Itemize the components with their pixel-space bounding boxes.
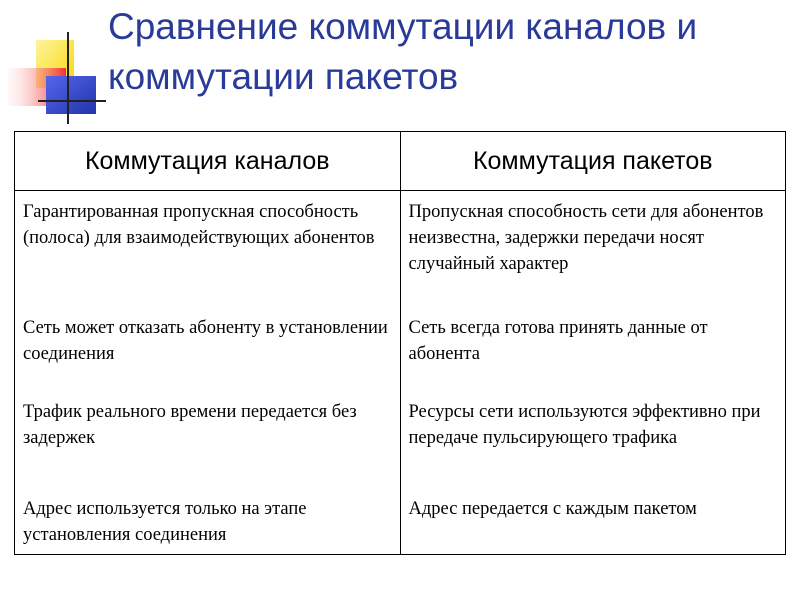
list-item: Ресурсы сети используются эффективно при передаче пульсирующего трафика [408,402,761,448]
deco-blue-square [46,76,96,114]
list-item: Сеть всегда готова принять данные от абонента [408,318,708,364]
table-header-row [15,132,786,191]
slide-decoration [0,0,110,130]
list-item: Пропускная способность сети для абонентов неизвестна, задержки передачи носят случайный характер [408,202,764,274]
table-row [15,191,786,555]
packet-switching-cell [400,191,786,555]
comparison-table [14,131,786,555]
list-item: Сеть может отказать абоненту в установлении соединения [23,318,388,364]
list-item: Адрес передается с каждым пакетом [408,499,697,519]
list-item: Трафик реального времени передается без задержек [23,402,357,448]
header-circuit-switching: Коммутация каналов [15,132,401,191]
slide-title: Сравнение коммутации каналов и коммутации пакетов [108,6,698,97]
list-item: Гарантированная пропускная способность (полоса) для взаимодействующих абонентов [23,202,375,248]
circuit-switching-cell [15,191,401,555]
list-item: Адрес используется только на этапе установления соединения [23,499,307,545]
header-packet-switching: Коммутация пакетов [400,132,786,191]
